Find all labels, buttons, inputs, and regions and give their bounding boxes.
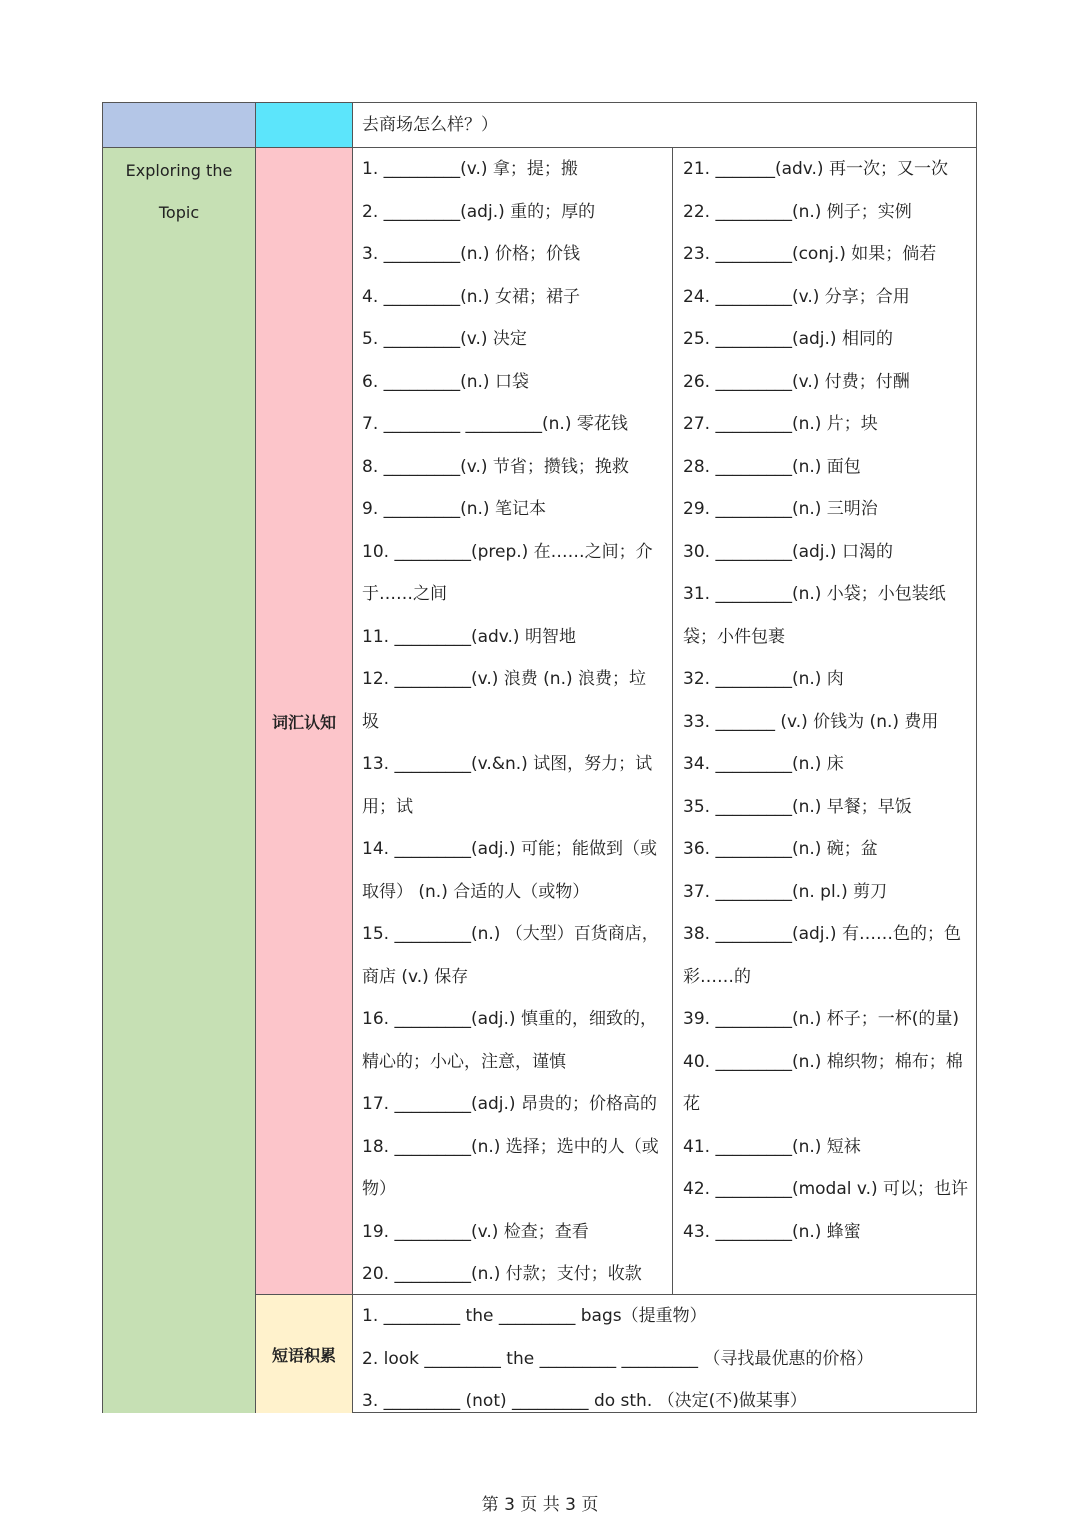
vocab-item: 33. _______ (v.) 价钱为 (n.) 费用	[683, 711, 939, 732]
vocab-item: 36. _________(n.) 碗；盆	[683, 839, 878, 859]
vocab-item: 24. _________(v.) 分享；合用	[683, 286, 910, 307]
vocab-item: 11. _________(adv.) 明智地	[362, 626, 576, 647]
vocab-item: 9. _________(n.) 笔记本	[362, 499, 546, 519]
vocab-item: 3. _________(n.) 价格；价钱	[362, 244, 580, 264]
vocab-item: 38. _________(adj.) 有……色的；色	[683, 924, 961, 944]
vocab-item: 精心的；小心，注意，谨慎	[362, 1051, 566, 1072]
vocab-item: 22. _________(n.) 例子；实例	[683, 201, 912, 222]
topic-label-line1: Exploring the	[125, 161, 233, 180]
vocab-item: 39. _________(n.) 杯子；一杯(的量)	[683, 1009, 960, 1029]
vocab-item: 34. _________(n.) 床	[683, 754, 844, 774]
vocab-item: 28. _________(n.) 面包	[683, 456, 861, 477]
header-blue-cell	[103, 103, 255, 147]
vocab-item: 43. _________(n.) 蜂蜜	[683, 1221, 861, 1242]
vocab-item: 商店 (v.) 保存	[362, 966, 469, 987]
vocab-item: 袋；小件包裹	[683, 626, 785, 647]
header-cyan-cell	[256, 103, 352, 147]
header-row-text: 去商场怎么样？）	[362, 115, 498, 135]
vocab-item: 15. _________(n.) （大型）百货商店，	[362, 924, 659, 944]
worksheet-table	[102, 102, 977, 1413]
grid-line	[672, 148, 673, 1294]
vocab-item: 21. _______(adv.) 再一次；又一次	[683, 159, 948, 179]
vocab-item: 20. _________(n.) 付款；支付；收款	[362, 1264, 642, 1284]
topic-label-line2: Topic	[158, 203, 200, 222]
vocab-item: 物）	[362, 1179, 396, 1199]
vocab-item: 2. _________(adj.) 重的；厚的	[362, 201, 596, 222]
vocab-item: 41. _________(n.) 短袜	[683, 1136, 861, 1157]
vocab-item: 13. _________(v.&n.) 试图，努力；试	[362, 754, 653, 774]
vocab-item: 27. _________(n.) 片；块	[683, 414, 878, 434]
phrase-item: 3. _________ (not) _________ do sth. （决定(不)做某事）	[362, 1391, 807, 1411]
vocab-item: 31. _________(n.) 小袋；小包装纸	[683, 584, 946, 604]
vocab-item: 5. _________(v.) 决定	[362, 329, 527, 349]
vocab-item: 40. _________(n.) 棉织物；棉布；棉	[683, 1051, 963, 1072]
phrase-item: 1. _________ the _________ bags（提重物）	[362, 1306, 707, 1326]
vocab-item: 30. _________(adj.) 口渴的	[683, 541, 893, 562]
grid-line	[352, 103, 353, 1412]
vocab-section-label: 词汇认知	[256, 148, 352, 1294]
page-footer: 第 3 页 共 3 页	[481, 1495, 599, 1515]
phrase-list	[362, 1295, 962, 1423]
vocab-item: 1. _________(v.) 拿；提；搬	[362, 159, 578, 179]
vocab-item: 29. _________(n.) 三明治	[683, 499, 878, 519]
vocab-item: 17. _________(adj.) 昂贵的；价格高的	[362, 1094, 657, 1114]
vocab-item: 6. _________(n.) 口袋	[362, 371, 529, 392]
vocab-item: 4. _________(n.) 女裙；裙子	[362, 286, 580, 307]
phrase-item: 2. look _________ the _________ _________ （寻找最优惠的价格）	[362, 1348, 874, 1369]
vocab-item: 彩……的	[683, 966, 751, 987]
vocab-item: 37. _________(n. pl.) 剪刀	[683, 881, 888, 902]
vocab-item: 19. _________(v.) 检查；查看	[362, 1221, 589, 1242]
vocab-item: 12. _________(v.) 浪费 (n.) 浪费；垃	[362, 669, 647, 689]
vocab-item: 18. _________(n.) 选择；选中的人（或	[362, 1136, 659, 1157]
vocab-right-column	[683, 148, 968, 1253]
vocab-item: 用；试	[362, 796, 413, 817]
vocab-left-column	[362, 148, 667, 1296]
vocab-item: 23. _________(conj.) 如果；倘若	[683, 244, 937, 264]
vocab-item: 26. _________(v.) 付费；付酬	[683, 371, 910, 392]
vocab-item: 于……之间	[362, 584, 447, 604]
vocab-item: 圾	[362, 711, 379, 732]
vocab-item: 取得） (n.) 合适的人（或物）	[362, 881, 590, 902]
vocab-item: 7. _________ _________(n.) 零花钱	[362, 414, 628, 434]
vocab-item: 35. _________(n.) 早餐；早饭	[683, 796, 912, 817]
vocab-item: 14. _________(adj.) 可能；能做到（或	[362, 839, 657, 859]
vocab-item: 42. _________(modal v.) 可以；也许	[683, 1179, 968, 1199]
vocab-item: 10. _________(prep.) 在……之间；介	[362, 541, 653, 562]
vocab-item: 花	[683, 1094, 700, 1114]
grid-line	[255, 103, 256, 1412]
vocab-item: 8. _________(v.) 节省；攒钱；挽救	[362, 456, 629, 477]
topic-label	[103, 150, 255, 234]
vocab-item: 25. _________(adj.) 相同的	[683, 329, 893, 349]
vocab-item: 16. _________(adj.) 慎重的，细致的，	[362, 1009, 657, 1029]
phrase-section-label: 短语积累	[256, 1295, 352, 1413]
vocab-item: 32. _________(n.) 肉	[683, 669, 844, 689]
topic-cell	[103, 148, 255, 1413]
